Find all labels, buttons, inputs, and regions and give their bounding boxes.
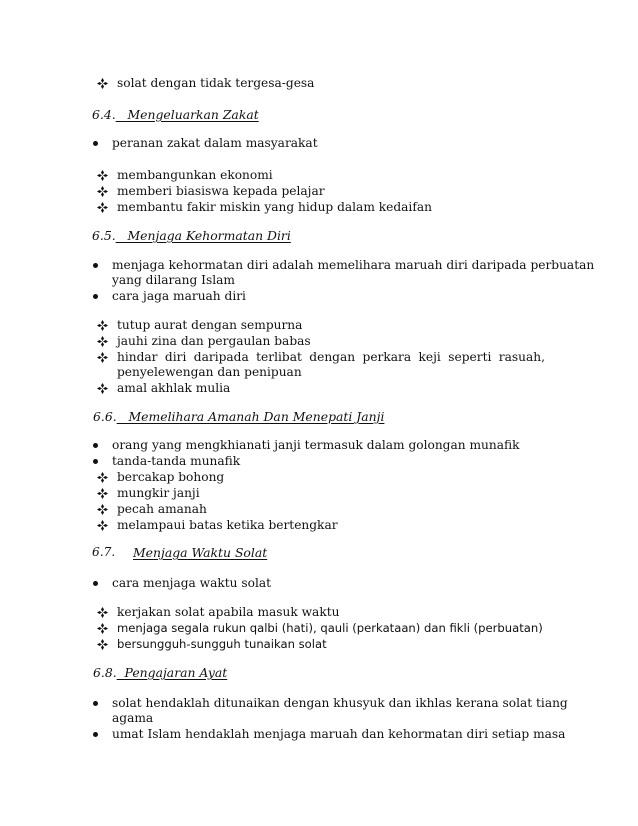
- four-diamond-icon: [97, 336, 108, 347]
- round-bullet-icon: [93, 459, 98, 464]
- section-heading-6-6: [93, 409, 384, 424]
- four-diamond-icon: [97, 170, 108, 181]
- list-item-continuation: yang dilarang Islam: [112, 273, 235, 287]
- round-bullet-icon: [93, 141, 98, 146]
- round-bullet-icon: [93, 732, 98, 737]
- list-item: cara menjaga waktu solat: [112, 576, 272, 590]
- four-diamond-icon: [97, 607, 108, 618]
- round-bullet-icon: [93, 263, 98, 268]
- section-title: Pengajaran Ayat: [124, 665, 228, 680]
- section-heading-6-5: [92, 228, 291, 243]
- four-diamond-icon: [97, 78, 108, 89]
- list-item: bercakap bohong: [117, 470, 225, 484]
- four-diamond-icon: [97, 623, 108, 634]
- round-bullet-icon: [93, 443, 98, 448]
- round-bullet-icon: [93, 701, 98, 706]
- list-item: solat dengan tidak tergesa-gesa: [117, 76, 315, 90]
- list-item: tanda-tanda munafik: [112, 454, 241, 468]
- section-title: Memelihara Amanah Dan Menepati Janji: [128, 409, 385, 424]
- four-diamond-icon: [97, 320, 108, 331]
- four-diamond-icon: [97, 520, 108, 531]
- four-diamond-icon: [97, 202, 108, 213]
- list-item: melampaui batas ketika bertengkar: [117, 518, 338, 532]
- list-item: hindar diri daripada terlibat dengan perkara keji seperti rasuah,: [117, 350, 545, 364]
- list-item: peranan zakat dalam masyarakat: [112, 136, 318, 150]
- section-heading-6-4: [92, 107, 259, 122]
- section-title: Menjaga Kehormatan Diri: [127, 228, 291, 243]
- four-diamond-icon: [97, 472, 108, 483]
- list-item: umat Islam hendaklah menjaga maruah dan kehormatan diri setiap masa: [112, 727, 566, 741]
- list-item: mungkir janji: [117, 486, 200, 500]
- list-item: kerjakan solat apabila masuk waktu: [117, 605, 340, 619]
- section-heading-6-8: [93, 665, 227, 680]
- section-number: 6.7.: [92, 545, 116, 559]
- section-number: 6.6.: [93, 409, 117, 424]
- list-item: jauhi zina dan pergaulan babas: [117, 334, 311, 348]
- list-item: membantu fakir miskin yang hidup dalam kedaifan: [117, 200, 432, 214]
- section-number: 6.4.: [92, 107, 116, 122]
- list-item: bersungguh-sungguh tunaikan solat: [117, 637, 327, 651]
- round-bullet-icon: [93, 294, 98, 299]
- four-diamond-icon: [97, 352, 108, 363]
- round-bullet-icon: [93, 581, 98, 586]
- section-number: 6.5.: [92, 228, 116, 243]
- section-title: Menjaga Waktu Solat: [133, 545, 268, 560]
- list-item: amal akhlak mulia: [117, 381, 231, 395]
- list-item: orang yang mengkhianati janji termasuk dalam golongan munafik: [112, 438, 520, 452]
- four-diamond-icon: [97, 383, 108, 394]
- list-item-continuation: penyelewengan dan penipuan: [117, 365, 302, 379]
- four-diamond-icon: [97, 186, 108, 197]
- list-item: menjaga segala rukun qalbi (hati), qauli (perkataan) dan fikli (perbuatan): [117, 621, 543, 635]
- list-item: memberi biasiswa kepada pelajar: [117, 184, 325, 198]
- list-item: menjaga kehormatan diri adalah memelihara maruah diri daripada perbuatan: [112, 258, 595, 272]
- list-item: cara jaga maruah diri: [112, 289, 246, 303]
- list-item: tutup aurat dengan sempurna: [117, 318, 303, 332]
- section-title: Mengeluarkan Zakat: [127, 107, 259, 122]
- list-item: membangunkan ekonomi: [117, 168, 273, 182]
- section-number: 6.8.: [93, 665, 117, 680]
- four-diamond-icon: [97, 639, 108, 650]
- four-diamond-icon: [97, 488, 108, 499]
- list-item-continuation: agama: [112, 711, 154, 725]
- list-item: pecah amanah: [117, 502, 207, 516]
- four-diamond-icon: [97, 504, 108, 515]
- list-item: solat hendaklah ditunaikan dengan khusyuk dan ikhlas kerana solat tiang: [112, 696, 568, 710]
